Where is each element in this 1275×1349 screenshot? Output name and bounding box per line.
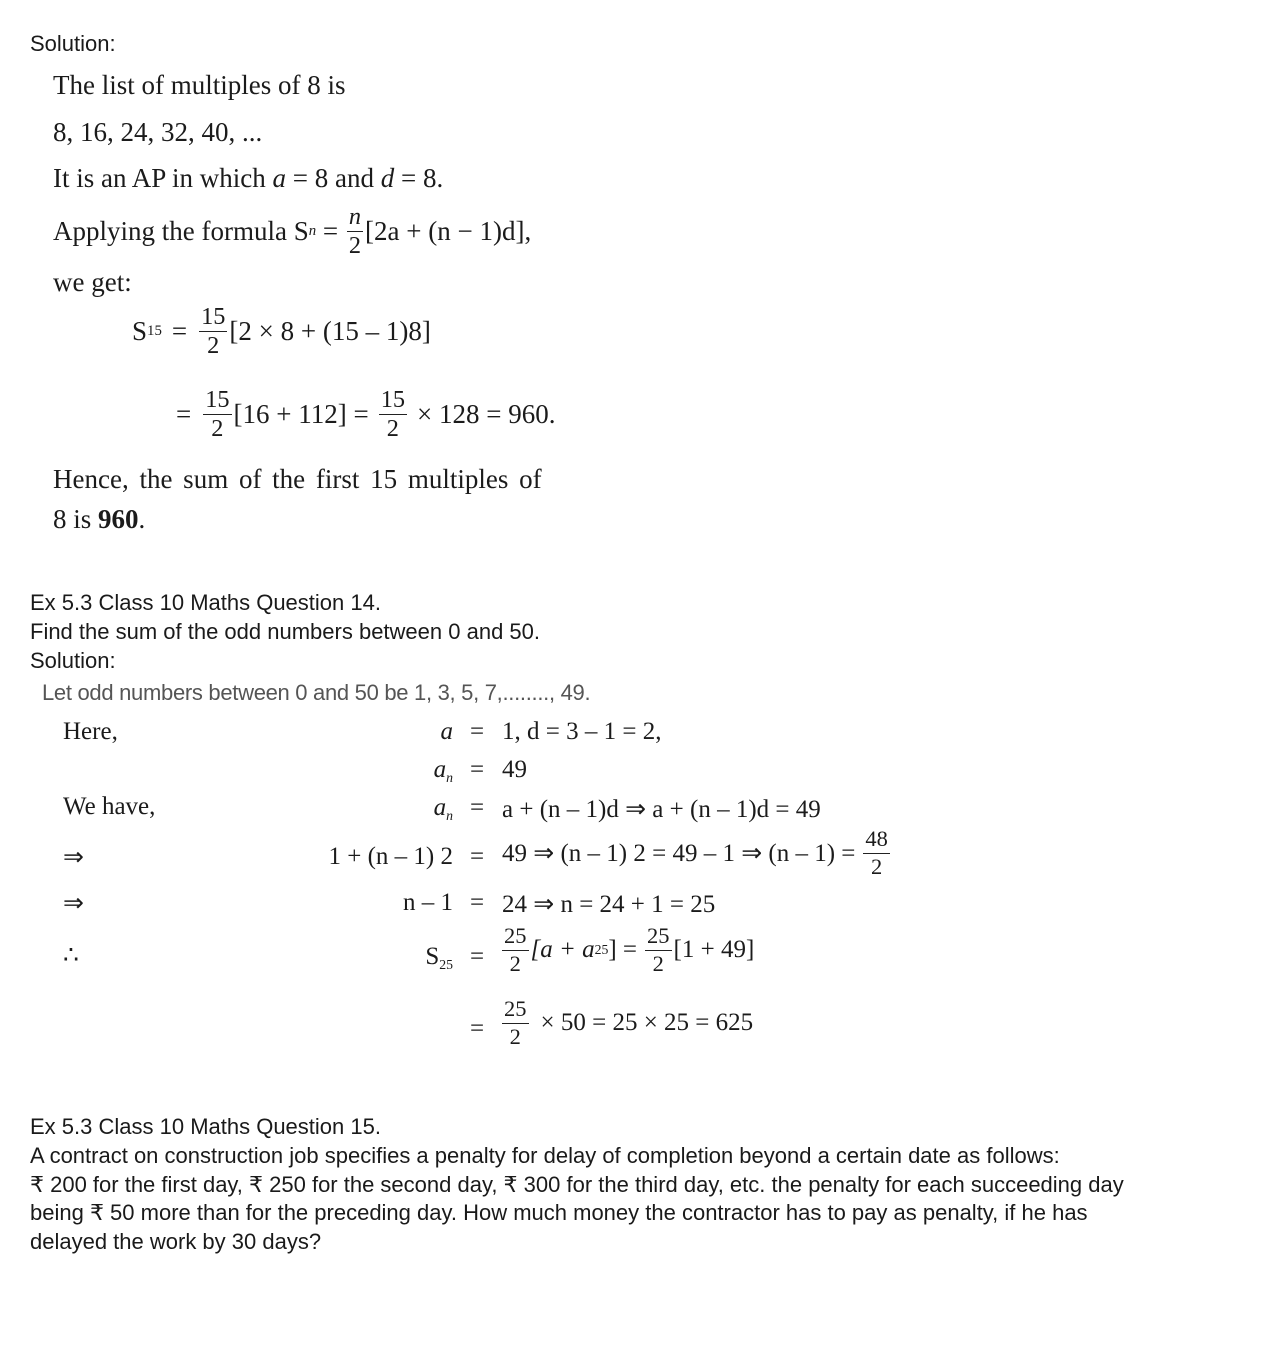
q13-s15-step2	[176, 388, 555, 442]
q15-line4: delayed the work by 30 days?	[30, 1229, 322, 1254]
q13-s15-step1	[132, 305, 431, 359]
fraction-48-over-2	[863, 828, 890, 878]
q15-line3: being ₹ 50 more than for the preceding day. How much money the contractor has to pay as penalty, if he has	[30, 1200, 1088, 1225]
q13-ap-d: d	[380, 163, 395, 193]
s25-label: S	[425, 943, 440, 970]
q13-line-sequence: 8, 16, 24, 32, 40, ...	[53, 117, 263, 147]
fraction-numerator: 15	[199, 305, 227, 332]
fraction-denominator: 2	[386, 415, 399, 443]
q13-formula-eq: =	[316, 216, 345, 247]
q13-formula-sub: n	[308, 223, 317, 240]
q14-row5-rhs: 24 ⇒ n = 24 + 1 = 25	[502, 891, 716, 918]
fraction-denominator: 2	[871, 853, 883, 879]
fraction-denominator: 2	[207, 332, 220, 360]
q13-line-ap	[53, 163, 443, 194]
s15-sub: 15	[147, 323, 162, 340]
equals-sign: =	[470, 718, 485, 745]
equals-sign: =	[470, 794, 485, 821]
q13-conclusion-line2	[53, 504, 145, 535]
lhs-text: a	[433, 794, 447, 821]
q14-title: Ex 5.3 Class 10 Maths Question 14.	[30, 590, 381, 615]
s25-bracket-sub: 25	[594, 942, 609, 957]
fraction-25-over-2	[502, 998, 529, 1048]
lhs-sub: n	[446, 807, 453, 823]
q14-here-label: Here,	[63, 718, 118, 745]
q13-formula-rest: [2a + (n − 1)d],	[365, 216, 532, 247]
fraction-denominator: 2	[652, 950, 664, 976]
q14-row2-rhs: 49	[502, 756, 527, 783]
fraction-denominator: 2	[509, 1023, 521, 1049]
q13-solution-label: Solution:	[30, 31, 116, 56]
q15-title: Ex 5.3 Class 10 Maths Question 15.	[30, 1114, 381, 1139]
implies-icon: ⇒	[63, 890, 84, 917]
fraction-denominator: 2	[509, 950, 521, 976]
q13-ap-end: = 8.	[394, 163, 444, 193]
rhs-text: 49 ⇒ (n – 1) 2 = 49 – 1 ⇒ (n – 1) =	[502, 840, 856, 867]
q14-solution-label: Solution:	[30, 648, 116, 673]
s15-label: S	[132, 316, 148, 347]
fraction-25-over-2	[645, 925, 672, 975]
q14-we-have-label: We have,	[63, 793, 156, 820]
fraction-15-over-2	[199, 305, 227, 359]
implies-icon: ⇒	[63, 844, 84, 871]
equals-sign: =	[470, 843, 485, 870]
s25-bracket: [a + a	[530, 936, 595, 963]
fraction-numerator: 25	[502, 925, 529, 951]
q13-formula-line	[53, 205, 531, 259]
q14-final-result: × 50 = 25 × 25 = 625	[540, 1009, 754, 1036]
q13-formula-prefix: Applying the formula S	[53, 216, 309, 247]
q13-ap-a: a	[272, 163, 286, 193]
q14-row1-lhs	[441, 718, 454, 746]
s25-sub: 25	[439, 956, 453, 972]
q13-line-multiples: The list of multiples of 8 is	[53, 70, 346, 100]
fraction-numerator: 15	[379, 388, 407, 415]
fraction-25-over-2	[502, 925, 529, 975]
therefore-icon: ∴	[63, 942, 79, 969]
fraction-15-over-2	[203, 388, 231, 442]
fraction-denominator: 2	[211, 415, 224, 443]
q14-s25-rhs	[500, 925, 754, 975]
fraction-denominator: 2	[348, 232, 362, 260]
fraction-numerator: 25	[645, 925, 672, 951]
equals-sign: =	[171, 316, 188, 347]
fraction-15-over-2	[379, 388, 407, 442]
lhs-text: a	[440, 718, 453, 745]
q13-answer: 960	[98, 504, 139, 534]
q14-row4-rhs	[502, 828, 892, 878]
q15-line1: A contract on construction job specifies a penalty for delay of completion beyond a certain date as follows:	[30, 1143, 1060, 1168]
q13-ap-text: It is an AP in which	[53, 163, 273, 193]
q14-row1-rhs: 1, d = 3 – 1 = 2,	[502, 718, 662, 745]
lhs-sub: n	[446, 769, 453, 785]
equals-sign: =	[470, 889, 485, 916]
q14-s25-lhs	[425, 943, 453, 973]
q14-intro: Let odd numbers between 0 and 50 be 1, 3, 5, 7,........, 49.	[42, 680, 591, 705]
q13-step2-mid: [16 + 112] =	[233, 399, 369, 430]
fraction-numerator: n	[347, 205, 363, 232]
q13-conclusion-line1: Hence, the sum of the first 15 multiples of	[53, 464, 542, 494]
q14-question: Find the sum of the odd numbers between 0 and 50.	[30, 619, 540, 644]
q13-formula-fraction	[347, 205, 363, 259]
q13-step2-end: × 128 = 960.	[417, 399, 556, 430]
q15-line2: ₹ 200 for the first day, ₹ 250 for the second day, ₹ 300 for the third day, etc. the penalty for each succeeding day	[30, 1172, 1124, 1197]
q13-conclusion-prefix: 8 is	[53, 504, 99, 534]
s25-bracket-end: ] =	[608, 936, 638, 963]
q14-row4-lhs: 1 + (n – 1) 2	[328, 843, 453, 870]
q14-row3-rhs: a + (n – 1)d ⇒ a + (n – 1)d = 49	[502, 796, 821, 823]
q13-conclusion-end: .	[138, 504, 146, 534]
lhs-text: a	[433, 756, 447, 783]
equals-sign: =	[470, 756, 485, 783]
fraction-numerator: 15	[203, 388, 231, 415]
q14-row5-lhs: n – 1	[403, 889, 453, 916]
equals-sign: =	[176, 399, 192, 430]
equals-sign: =	[470, 943, 485, 970]
q13-we-get: we get:	[53, 267, 132, 297]
s25-end: [1 + 49]	[673, 936, 755, 963]
fraction-numerator: 48	[863, 828, 890, 854]
equals-sign: =	[470, 1015, 485, 1042]
fraction-numerator: 25	[502, 998, 529, 1024]
q14-row2-lhs	[434, 756, 453, 786]
q14-final-row	[500, 998, 753, 1048]
q13-step1-rest: [2 × 8 + (15 – 1)8]	[229, 316, 431, 347]
q14-row3-lhs	[434, 794, 453, 824]
q13-ap-mid: = 8 and	[286, 163, 381, 193]
